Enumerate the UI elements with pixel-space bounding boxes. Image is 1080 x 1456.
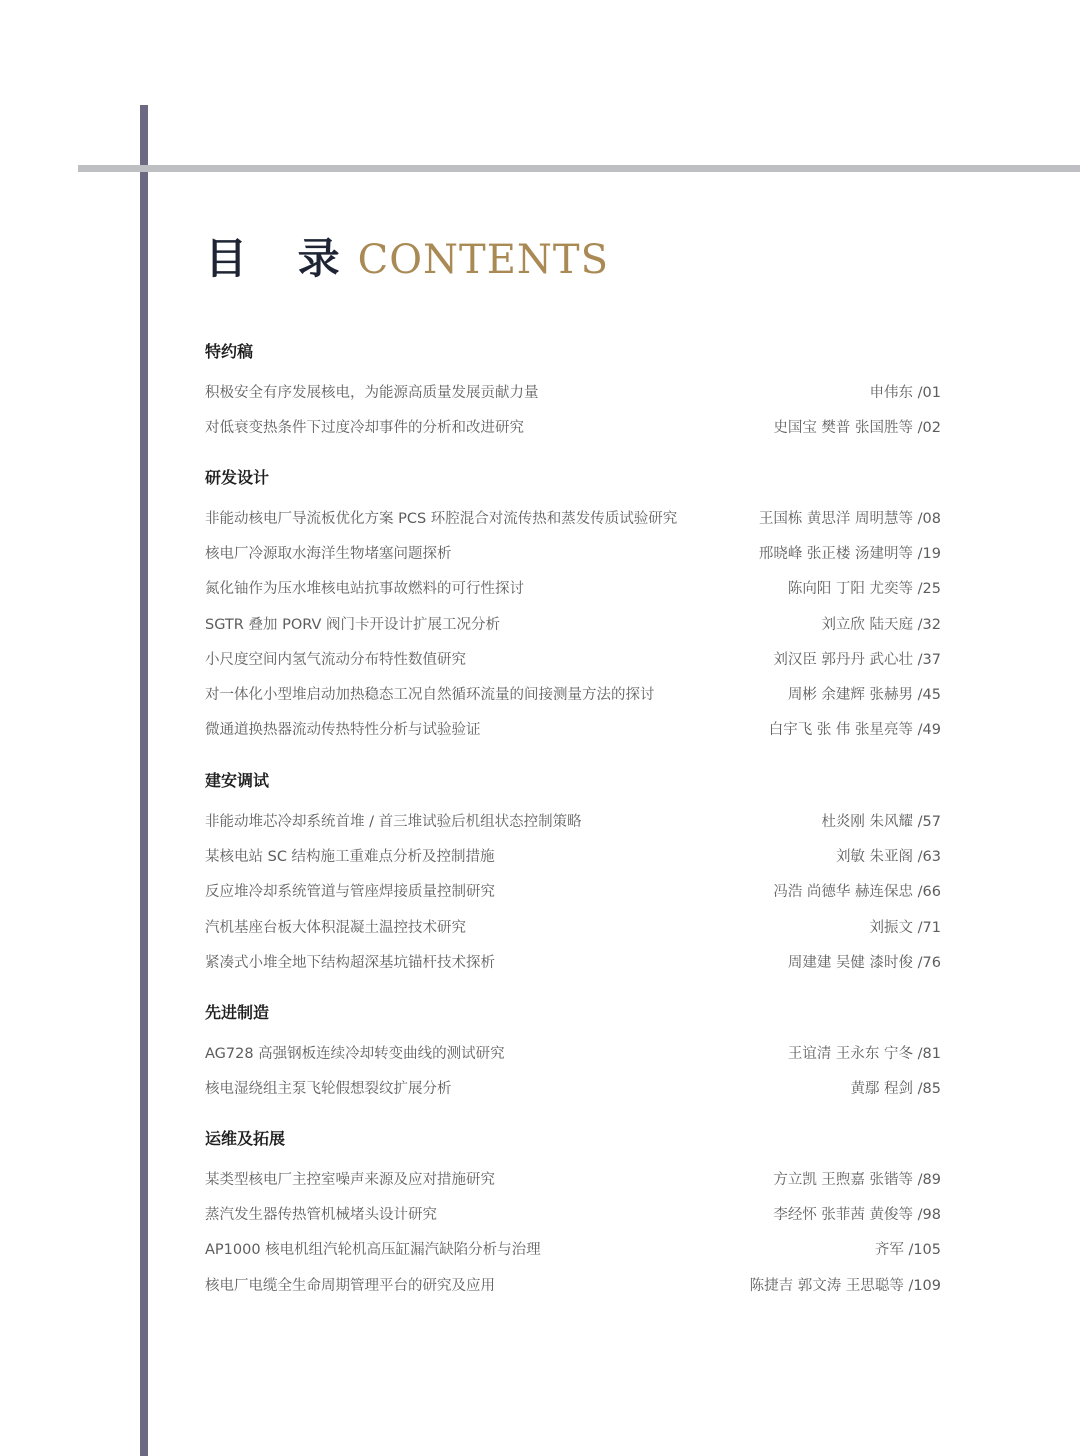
entry-authors: 黄鄢 程剑 — [850, 1081, 914, 1098]
entry-authors: 王国栋 黄思洋 周明慧等 — [758, 511, 914, 528]
entry-authors: 齐军 — [874, 1242, 904, 1259]
entry-byline — [821, 810, 941, 831]
page-title-en: CONTENTS — [357, 237, 609, 283]
entry-byline — [875, 1238, 941, 1259]
entry-authors: 刘汉臣 郭丹丹 武心壮 — [773, 651, 914, 668]
section-title: 先进制造 — [205, 1003, 270, 1022]
entry-page: /105 — [908, 1242, 941, 1259]
entry-authors: 白宇飞 张 伟 张星亮等 — [768, 722, 914, 739]
entry-title: 微通道换热器流动传热特性分析与试验验证 — [205, 722, 481, 739]
entry-authors: 史国宝 樊普 张国胜等 — [773, 420, 914, 437]
toc-entry[interactable] — [205, 1161, 941, 1196]
entry-byline — [750, 1274, 941, 1295]
entry-authors: 李经怀 张菲茜 黄俊等 — [773, 1207, 914, 1224]
entry-byline — [788, 951, 941, 972]
entry-byline — [773, 1203, 941, 1224]
toc-entry[interactable] — [205, 570, 941, 605]
toc-entry[interactable] — [205, 803, 941, 838]
entry-title: 积极安全有序发展核电，为能源高质量发展贡献力量 — [205, 385, 539, 402]
toc-entry[interactable] — [205, 409, 941, 444]
page-title-cn: 目 录 — [205, 234, 358, 283]
section-title: 特约稿 — [205, 342, 254, 361]
entry-title: 反应堆冷却系统管道与管座焊接质量控制研究 — [205, 884, 495, 901]
entry-page: /76 — [917, 954, 941, 971]
entry-byline — [773, 416, 941, 437]
entry-title: 核电厂电缆全生命周期管理平台的研究及应用 — [205, 1277, 495, 1294]
entry-page: /02 — [917, 420, 941, 437]
toc-entry[interactable] — [205, 500, 941, 535]
entry-authors: 周彬 余建辉 张赫男 — [787, 687, 914, 704]
entry-page: /66 — [917, 884, 941, 901]
entry-title: 对一体化小型堆启动加热稳态工况自然循环流量的间接测量方法的探讨 — [205, 687, 655, 704]
toc-entry[interactable] — [205, 1035, 941, 1070]
entry-page: /37 — [917, 651, 941, 668]
entry-page: /25 — [917, 581, 941, 598]
entry-page: /45 — [917, 687, 941, 704]
entry-title: 核电湿绕组主泵飞轮假想裂纹扩展分析 — [205, 1081, 452, 1098]
entry-title: 对低衰变热条件下过度冷却事件的分析和改进研究 — [205, 420, 524, 437]
entry-page: /85 — [917, 1081, 941, 1098]
entry-title: 汽机基座台板大体积混凝土温控技术研究 — [205, 919, 466, 936]
toc-entry[interactable] — [205, 711, 941, 746]
section-title: 研发设计 — [205, 468, 270, 487]
vertical-accent-bar — [140, 105, 148, 1456]
entry-byline — [870, 916, 941, 937]
entry-byline — [773, 880, 941, 901]
toc-entry[interactable] — [205, 1231, 941, 1266]
entry-byline — [821, 613, 941, 634]
toc-entry[interactable] — [205, 676, 941, 711]
entry-title: AP1000 核电机组汽轮机高压缸漏汽缺陷分析与治理 — [205, 1242, 541, 1259]
entry-page: /109 — [908, 1277, 941, 1294]
entry-title: AG728 高强钢板连续冷却转变曲线的测试研究 — [205, 1046, 505, 1063]
entry-page: /19 — [917, 546, 941, 563]
entry-title: 氮化铀作为压水堆核电站抗事故燃料的可行性探讨 — [205, 581, 524, 598]
entry-authors: 方立凯 王煦嘉 张锴等 — [773, 1172, 914, 1189]
toc-entry[interactable] — [205, 374, 941, 409]
toc-section — [205, 341, 941, 444]
entry-authors: 邢晓峰 张正楼 汤建明等 — [758, 546, 914, 563]
entry-byline — [788, 577, 941, 598]
toc-section — [205, 770, 941, 979]
entry-byline — [836, 845, 941, 866]
toc-entry[interactable] — [205, 1070, 941, 1105]
toc-section — [205, 1002, 941, 1105]
toc-entry[interactable] — [205, 606, 941, 641]
toc-section — [205, 467, 941, 746]
entry-page: /57 — [917, 814, 941, 831]
toc-entry[interactable] — [205, 1267, 941, 1302]
toc-entry[interactable] — [205, 873, 941, 908]
entry-authors: 陈向阳 丁阳 尤奕等 — [787, 581, 914, 598]
entry-page: /01 — [917, 385, 941, 402]
page-title — [205, 226, 609, 286]
entry-page: /98 — [917, 1207, 941, 1224]
toc-entry[interactable] — [205, 838, 941, 873]
entry-byline — [850, 1077, 941, 1098]
entry-title: 非能动核电厂导流板优化方案 PCS 环腔混合对流传热和蒸发传质试验研究 — [205, 511, 678, 528]
horizontal-divider — [78, 165, 1080, 172]
entry-authors: 刘立欣 陆天庭 — [821, 616, 914, 633]
entry-authors: 陈捷吉 郭文涛 王思聪等 — [749, 1277, 904, 1294]
entry-title: 某类型核电厂主控室噪声来源及应对措施研究 — [205, 1172, 495, 1189]
entry-page: /08 — [917, 511, 941, 528]
entry-authors: 周建建 吴健 漆时俊 — [787, 954, 914, 971]
entry-title: 小尺度空间内氢气流动分布特性数值研究 — [205, 651, 466, 668]
toc-entry[interactable] — [205, 535, 941, 570]
entry-page: /63 — [917, 849, 941, 866]
entry-authors: 刘振文 — [869, 919, 914, 936]
section-title: 建安调试 — [205, 771, 270, 790]
entry-page: /81 — [917, 1046, 941, 1063]
entry-authors: 王谊清 王永东 宁冬 — [787, 1046, 914, 1063]
entry-page: /49 — [917, 722, 941, 739]
entry-page: /71 — [917, 919, 941, 936]
entry-title: 非能动堆芯冷却系统首堆 / 首三堆试验后机组状态控制策略 — [205, 814, 582, 831]
entry-byline — [788, 683, 941, 704]
entry-authors: 冯浩 尚德华 赫连保忠 — [773, 884, 914, 901]
toc-entry[interactable] — [205, 944, 941, 979]
entry-byline — [759, 507, 941, 528]
entry-authors: 杜炎刚 朱风耀 — [821, 814, 914, 831]
entry-byline — [769, 718, 941, 739]
entry-byline — [773, 1168, 941, 1189]
entry-title: SGTR 叠加 PORV 阀门卡开设计扩展工况分析 — [205, 616, 501, 633]
toc-entry[interactable] — [205, 641, 941, 676]
entry-title: 紧凑式小堆全地下结构超深基坑锚杆技术探析 — [205, 954, 495, 971]
entry-byline — [773, 648, 941, 669]
entry-title: 某核电站 SC 结构施工重难点分析及控制措施 — [205, 849, 495, 866]
section-title: 运维及拓展 — [205, 1129, 286, 1148]
entry-page: /89 — [917, 1172, 941, 1189]
entry-page: /32 — [917, 616, 941, 633]
entry-byline — [759, 542, 941, 563]
entry-authors: 刘敏 朱亚阁 — [835, 849, 914, 866]
toc-section — [205, 1128, 941, 1302]
entry-title: 核电厂冷源取水海洋生物堵塞问题探析 — [205, 546, 452, 563]
entry-byline — [788, 1042, 941, 1063]
toc-entry[interactable] — [205, 909, 941, 944]
entry-authors: 申伟东 — [869, 385, 914, 402]
entry-title: 蒸汽发生器传热管机械堵头设计研究 — [205, 1207, 437, 1224]
entry-byline — [870, 381, 941, 402]
toc-entry[interactable] — [205, 1196, 941, 1231]
